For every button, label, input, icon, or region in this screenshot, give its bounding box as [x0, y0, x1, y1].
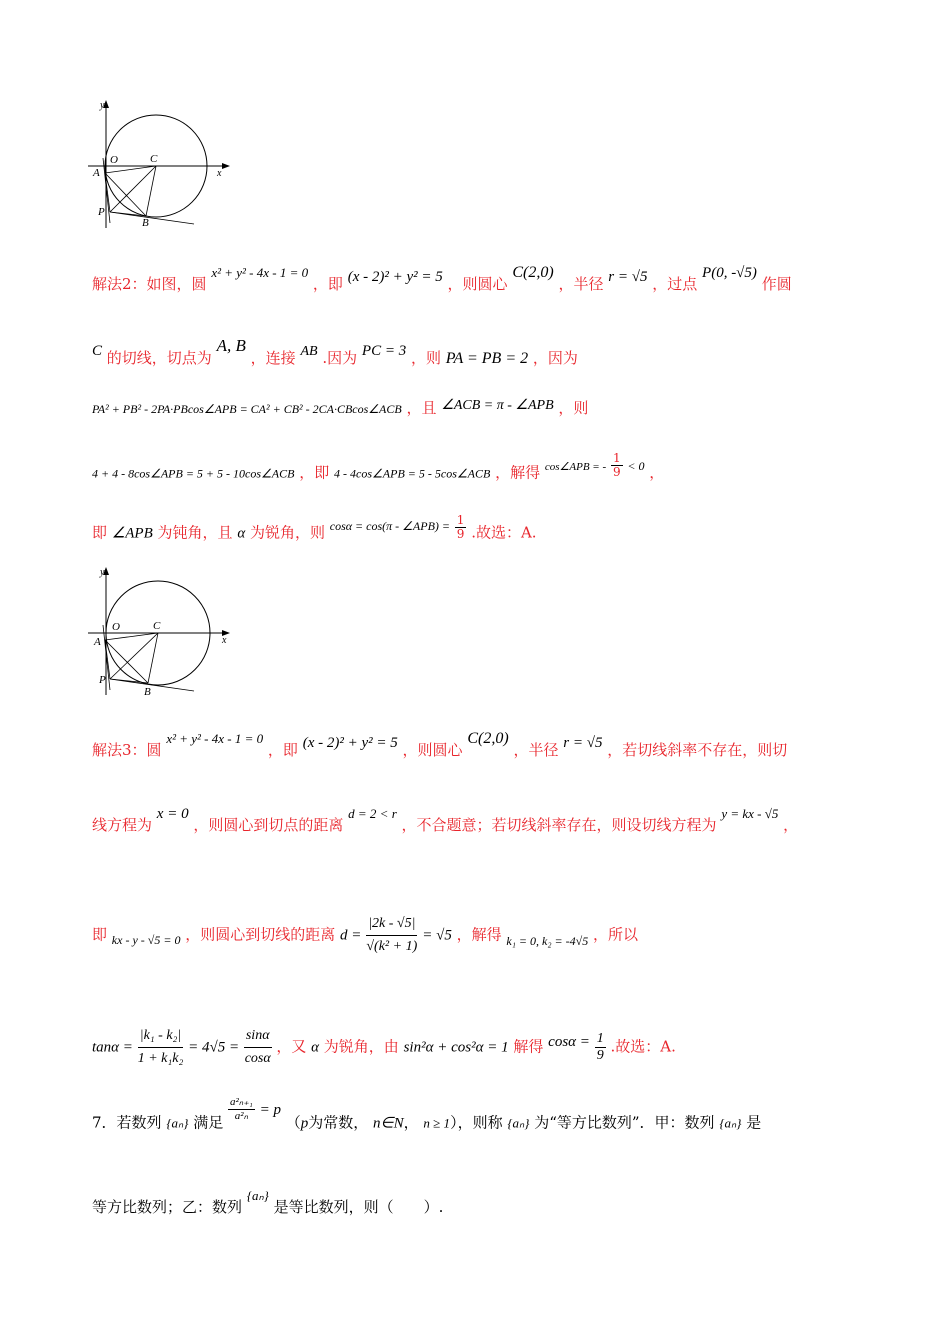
text: ，半径	[558, 275, 604, 293]
den: 9	[596, 1048, 604, 1063]
math: = 4√5 =	[188, 1039, 240, 1056]
math: {aₙ}	[246, 1188, 269, 1203]
math: x = 0	[156, 806, 189, 822]
math: cosα =	[548, 1033, 590, 1050]
text: ），则称	[450, 1113, 503, 1132]
text: ，则	[558, 399, 589, 417]
math: {aₙ}	[719, 1115, 742, 1131]
text: 即	[92, 523, 108, 542]
math: {aₙ}	[166, 1115, 189, 1131]
math: α	[311, 1039, 319, 1056]
frac	[228, 1096, 255, 1123]
text: ，过点	[652, 275, 698, 293]
den: 1 + k₁k₂	[137, 1051, 184, 1066]
text: ，	[649, 463, 665, 482]
text: ，则圆心到切线的距离	[185, 925, 336, 944]
method2-line3	[92, 398, 588, 420]
math: k₁ = 0, k₂ = -4√5	[506, 933, 589, 948]
text: ，解得	[456, 925, 502, 944]
label-p: P	[98, 206, 105, 218]
den: cosα	[244, 1051, 271, 1066]
frac	[366, 913, 417, 958]
math: 4 - 4cos∠APB = 5 - 5cos∠ACB	[334, 466, 491, 481]
math: PC = 3	[361, 343, 407, 359]
math: C(2,0)	[467, 730, 509, 747]
label-o: O	[110, 154, 118, 166]
math: = √5	[422, 927, 452, 944]
math: d =	[340, 927, 362, 944]
text: 解得	[513, 1037, 544, 1056]
math: n ≥ 1	[423, 1115, 451, 1131]
num: 1	[612, 451, 621, 465]
math: ∠ACB = π - ∠APB	[441, 398, 554, 413]
question-7-line1	[92, 1096, 762, 1137]
math: r = √5	[563, 735, 603, 751]
text: 为锐角，则	[249, 523, 325, 542]
method2-line5	[92, 513, 537, 547]
text: ，则圆心	[402, 741, 463, 759]
method2-line4	[92, 451, 665, 487]
frac	[244, 1025, 272, 1070]
math: sin²α + cos²α = 1	[403, 1039, 509, 1056]
text: ，即	[267, 741, 298, 759]
method2-eq1: x² + y² - 4x - 1 = 0	[211, 265, 309, 280]
text: ，则	[410, 349, 441, 367]
method2-title: 解法2：如图，圆	[92, 275, 207, 293]
label-p: P	[99, 674, 106, 686]
method2-center: C(2,0)	[512, 264, 554, 281]
text: ，所以	[592, 925, 638, 944]
text: 为钝角，且	[157, 523, 233, 542]
math: ∠APB	[111, 525, 153, 542]
text: ，因为	[532, 349, 578, 367]
text: ，半径	[513, 741, 559, 759]
method2-radius: r = √5	[608, 269, 648, 285]
math: A, B	[216, 336, 246, 355]
text: 为锐角，由	[323, 1037, 399, 1056]
text: ，即	[299, 463, 330, 482]
text: ，即	[312, 275, 343, 293]
method3-line4	[92, 1025, 676, 1070]
math: {aₙ}	[507, 1115, 530, 1131]
text: .因为	[322, 349, 358, 367]
label-y: y	[100, 100, 105, 111]
method3-line1	[92, 730, 788, 761]
label-c: C	[153, 620, 161, 632]
text: ，且	[406, 399, 437, 417]
text: ，解得	[495, 463, 541, 482]
math: α	[237, 525, 246, 542]
method2-line1	[92, 264, 792, 295]
label-b: B	[144, 686, 151, 695]
den: √(k² + 1)	[366, 939, 418, 954]
math: y = kx - √5	[721, 806, 779, 821]
question-7-line2	[92, 1188, 444, 1218]
circle-tangent-diagram	[86, 565, 236, 695]
label-x: x	[222, 635, 227, 646]
text: ，	[783, 816, 799, 834]
label-a: A	[93, 167, 100, 179]
text: 满足	[193, 1113, 224, 1132]
text: 是	[746, 1113, 762, 1132]
math: cos∠APB = -	[544, 460, 607, 473]
math: = p	[259, 1101, 281, 1118]
math: (x - 2)² + y² = 5	[302, 735, 398, 751]
text: 等方比数列；乙：数列	[92, 1198, 243, 1216]
frac	[455, 514, 467, 541]
method3-line3	[92, 913, 638, 958]
method3-line2	[92, 806, 799, 836]
label-x: x	[217, 168, 222, 179]
frac	[595, 1031, 606, 1064]
text: ，则圆心	[447, 275, 508, 293]
circle-tangent-diagram	[86, 98, 236, 228]
math: n∈N	[373, 1115, 404, 1132]
math: PA² + PB² - 2PA·PBcos∠APB = CA² + CB² - 2CA·CBcos∠ACB	[92, 402, 402, 416]
figure-1	[86, 98, 236, 228]
text: .故选：A.	[610, 1037, 676, 1056]
method3-title: 解法3：圆	[92, 741, 162, 759]
frac	[138, 1025, 184, 1070]
den: 9	[612, 465, 621, 479]
math: x² + y² - 4x - 1 = 0	[166, 731, 264, 746]
math: cosα = cos(π - ∠APB) =	[329, 518, 450, 533]
figure-2	[86, 565, 236, 695]
text: ，则圆心到切点的距离	[193, 816, 344, 834]
num: 1	[596, 1031, 604, 1046]
text: .故选：A.	[471, 523, 537, 542]
text: ，又	[276, 1037, 307, 1056]
math: AB	[300, 344, 318, 359]
method2-line2	[92, 336, 578, 370]
num: sinα	[244, 1025, 272, 1048]
math: d = 2 < r	[348, 806, 397, 821]
num: 1	[456, 513, 465, 527]
text: ，不合题意；若切线斜率存在，则设切线方程为	[401, 816, 717, 834]
text: 的切线，切点为	[106, 349, 212, 367]
label-c: C	[150, 153, 158, 165]
text: 是等比数列，则（ ）.	[273, 1198, 444, 1216]
text: 线方程为	[92, 816, 153, 834]
label-o: O	[112, 621, 120, 633]
math: kx - y - √5 = 0	[111, 932, 181, 947]
math: C	[92, 343, 103, 359]
text: 即	[92, 925, 108, 944]
math: 4 + 4 - 8cos∠APB = 5 + 5 - 10cos∠ACB	[92, 466, 295, 481]
method2-eq2: (x - 2)² + y² = 5	[347, 269, 443, 285]
math: p	[300, 1115, 309, 1132]
text: 为常数，	[308, 1113, 369, 1132]
text: 作圆	[761, 275, 792, 293]
text: ，连接	[250, 349, 296, 367]
text: 7．若数列	[92, 1113, 162, 1132]
math: tanα =	[92, 1039, 133, 1056]
math: < 0	[627, 458, 645, 473]
num: |k₁ - k₂|	[138, 1025, 184, 1048]
text: （	[285, 1113, 301, 1132]
den: 9	[456, 527, 465, 541]
num: |2k - √5|	[366, 913, 417, 936]
text: ，若切线斜率不存在，则切	[607, 741, 788, 759]
math: PA = PB = 2	[445, 350, 529, 367]
label-y: y	[100, 567, 105, 578]
text: 为“等方比数列”．甲：数列	[534, 1113, 715, 1132]
frac	[611, 452, 623, 479]
method2-point: P(0, -√5)	[702, 265, 757, 281]
num: a²ₙ₊₁	[229, 1096, 253, 1108]
label-a: A	[94, 636, 101, 648]
label-b: B	[142, 217, 149, 228]
den: a²ₙ	[234, 1110, 248, 1122]
text: ，	[403, 1113, 419, 1132]
